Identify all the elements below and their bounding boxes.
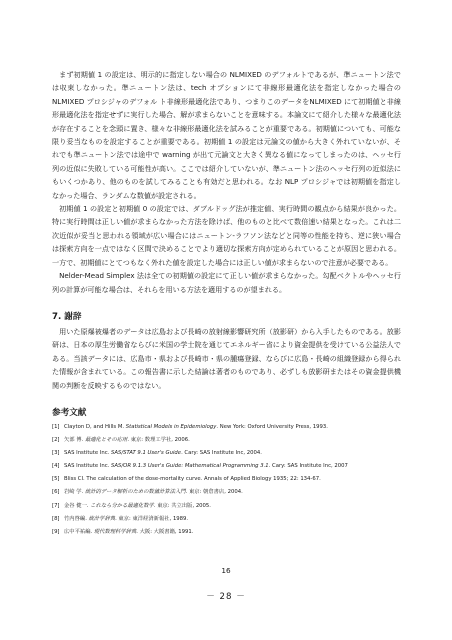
reference-publisher: . New York: Oxford University Press, 1993. bbox=[216, 423, 328, 430]
body-paragraph-2: 初期値 1 の設定と初期値 0 の設定では、ダブルドッグ法が推定値、実行時間の観点から結果が良かった。特に実行時間は正しい値が求まらなかった方法を除けば、他のものと比べて数倍速い結果となった。これは二次近似が妥当と思われる領域が広い場合にはニュートン-ラフソン法などと同等の性能を持ち、逆に狭い場合は探索方向を一点ではなく区間で決めることでより適切な探索方向が定められていることが原因と思われる。一方で、初期値にとてつもなく外れた値を設定した場合には正しい値が求まらないので注意が必要である。 bbox=[52, 204, 401, 267]
reference-item bbox=[52, 473, 401, 486]
reference-title: 統計的データ解析のための数値計算法入門 bbox=[84, 489, 186, 496]
body-paragraph-3: Nelder-Mead Simplex 法は全ての初期値の設定にて正しい値が求まらなかった。勾配ベクトルやヘッセ行列の計算が可能な場合は、それらを用いる方法を適用するのが望まれる。 bbox=[52, 271, 401, 294]
reference-title: 統計学辞典 bbox=[88, 515, 116, 522]
reference-title: SAS/OR 9.1.3 User's Guide: Mathematical Programming 3.1 bbox=[111, 463, 269, 470]
reference-authors: 岩崎 学. bbox=[64, 489, 85, 496]
reference-item bbox=[52, 460, 401, 473]
reference-authors: Clayton D, and Hills M. bbox=[64, 423, 126, 430]
reference-item bbox=[52, 434, 401, 447]
reference-publisher: . 東京: 朝倉書店, 2004. bbox=[185, 489, 243, 496]
reference-list bbox=[52, 421, 401, 539]
reference-number: [4] bbox=[52, 463, 60, 470]
reference-title: これなら分かる最適化数学 bbox=[90, 502, 154, 509]
body-paragraph-1: まず初期値 1 の設定は、明示的に指定しない場合の NLMIXED のデフォルトであるが、準ニュートン法では収束しなかった。準ニュートン法は、tech オプションにて非線形最適化法を指定しなかった場合の NLMIXED プロシジャのデフォル ト非線形最適化法であり、つまりこのデータをNLMIXED にて初期値と非線形最適化法を指定せずに実行した場合、解が求まらないことを意味する。本論文にて紹介した様々な最適化法が存在することを念頭に置き、様々な非線形最適化法を試みることが重要である。初期値についても、可能な限り妥当なものを設定することが重要である。初期値 1 の設定は元論文の値から大きく外れていないが、それでも準ニュートン法では途中で warning が出て元論文と大きく異なる値になってしまったのは、ヘッセ行列の近似に失敗している可能性が高い。ここでは紹介していないが、準ニュートン法のヘッセ行列の近似法にもいくつかあり、他のものを試してみることも有効だと思われる。なお NLP プロシジャでは初期値を指定しなかった場合、ランダムな数値が設定される。 bbox=[52, 70, 401, 200]
reference-authors: 矢部 博. bbox=[64, 437, 85, 444]
reference-number: [9] bbox=[52, 528, 60, 535]
references-heading: 参考文献 bbox=[52, 407, 87, 418]
reference-item bbox=[52, 447, 401, 460]
reference-authors: Bliss CI. The calculation of the dose-mortality curve. Annals of Applied Biology 1935; 22: 134-67. bbox=[64, 476, 321, 483]
reference-authors: 広中平祐編. bbox=[64, 528, 94, 535]
reference-publisher: . 東京: 東洋経済新報社, 1989. bbox=[115, 515, 189, 522]
reference-item bbox=[52, 486, 401, 499]
reference-title: SAS/STAT 9.1 User's Guide bbox=[111, 450, 182, 457]
reference-item bbox=[52, 526, 401, 539]
reference-publisher: . Cary: SAS Institute Inc, 2004. bbox=[181, 450, 262, 457]
page-number: 16 bbox=[221, 566, 231, 575]
reference-title: 最適化とその応用 bbox=[84, 437, 128, 444]
reference-number: [8] bbox=[52, 515, 60, 522]
reference-item bbox=[52, 500, 401, 513]
reference-authors: SAS Institute Inc. bbox=[64, 450, 112, 457]
acknowledgement-heading: 7. 謝辞 bbox=[52, 311, 82, 322]
reference-item bbox=[52, 421, 401, 434]
reference-number: [3] bbox=[52, 450, 60, 457]
reference-publisher: . 東京: 共立出版, 2005. bbox=[153, 502, 211, 509]
reference-publisher: . 東京: 数理工学社, 2006. bbox=[127, 437, 190, 444]
reference-number: [7] bbox=[52, 502, 60, 509]
reference-number: [2] bbox=[52, 437, 60, 444]
reference-authors: 竹内啓編. bbox=[64, 515, 89, 522]
reference-number: [5] bbox=[52, 476, 60, 483]
reference-title: 現代数理科学辞典 bbox=[93, 528, 137, 535]
reference-number: [6] bbox=[52, 489, 60, 496]
reference-item bbox=[52, 513, 401, 526]
reference-publisher: . 大阪: 大阪書籍, 1991. bbox=[136, 528, 194, 535]
reference-title: Statistical Models in Epidemiology bbox=[125, 423, 217, 430]
reference-number: [1] bbox=[52, 423, 60, 430]
reference-authors: SAS Institute Inc. bbox=[64, 463, 112, 470]
footer-page-number: － 28 － bbox=[206, 592, 246, 602]
acknowledgement-text: 用いた原爆被爆者のデータは広島および長崎の放射線影響研究所（放影研）から入手したものである。放影研は、日本の厚生労働省ならびに米国の学士院を通じてエネルギー省により資金提供を受けている公益法人である。当該データには、広島市・県および長崎市・県の腫瘍登録、ならびに広島・長崎の組織登録から得られた情報が含まれている。この報告書に示した結論は著者のものであり、必ずしも放影研またはその資金提供機関の判断を反映するものではない。 bbox=[52, 326, 401, 390]
reference-authors: 金谷 健一. bbox=[64, 502, 91, 509]
reference-publisher: . Cary: SAS Institute Inc, 2007 bbox=[268, 463, 348, 470]
